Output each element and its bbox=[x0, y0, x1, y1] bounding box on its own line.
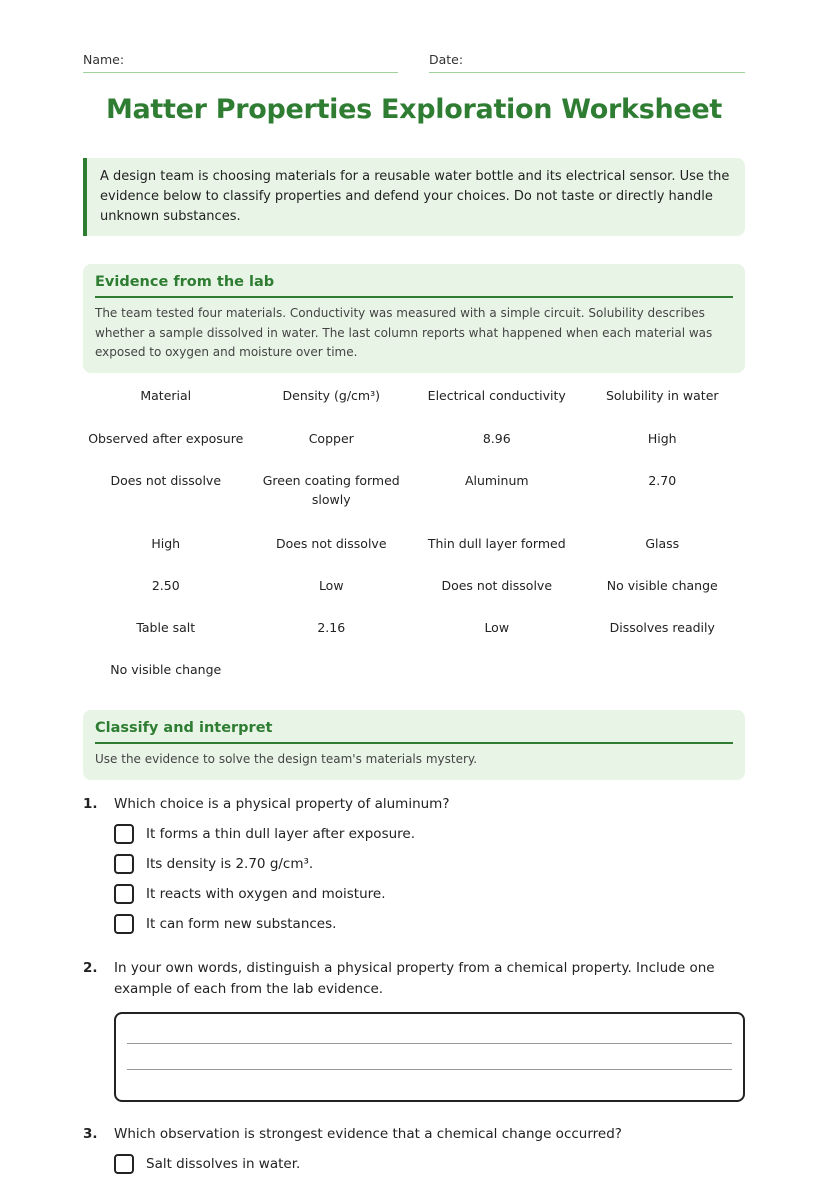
question-number: 3. bbox=[83, 1126, 98, 1142]
checkbox[interactable] bbox=[114, 914, 134, 934]
answer-options bbox=[114, 1154, 745, 1184]
option-label: It can form new substances. bbox=[146, 916, 337, 932]
table-cell bbox=[580, 655, 746, 697]
checkbox[interactable] bbox=[114, 884, 134, 904]
answer-option[interactable] bbox=[114, 1154, 745, 1184]
classify-description: Use the evidence to solve the design team's materials mystery. bbox=[95, 752, 478, 766]
table-header-cell: Density (g/cm³) bbox=[282, 388, 380, 403]
table-cell: High bbox=[151, 536, 181, 551]
table-cell: High bbox=[647, 431, 677, 446]
table-cell: Aluminum bbox=[464, 473, 529, 488]
table-header-cell: Material bbox=[140, 388, 192, 403]
table-header-cell: Solubility in water bbox=[605, 388, 719, 403]
table-cell: No visible change bbox=[110, 662, 222, 677]
evidence-section bbox=[83, 264, 745, 373]
table-cell: Green coating formed slowly bbox=[262, 473, 400, 507]
evidence-table bbox=[83, 381, 745, 697]
table-row bbox=[83, 655, 745, 697]
table-cell: Glass bbox=[645, 536, 680, 551]
classify-section bbox=[83, 710, 745, 780]
writing-line bbox=[127, 1043, 732, 1044]
question-1 bbox=[83, 794, 745, 944]
table-cell: Does not dissolve bbox=[110, 473, 222, 488]
table-cell: No visible change bbox=[606, 578, 718, 593]
name-date-row bbox=[83, 52, 745, 74]
evidence-description: The team tested four materials. Conductivity was measured with a simple circuit. Solubility describes whether a sample dissolved in water. The last column reports what happened when each material was exposed to oxygen and moisture over time. bbox=[95, 306, 713, 359]
answer-options bbox=[114, 824, 745, 944]
question-number: 1. bbox=[83, 796, 98, 812]
table-row bbox=[83, 571, 745, 613]
table-cell: Observed after exposure bbox=[88, 431, 244, 446]
checkbox[interactable] bbox=[114, 854, 134, 874]
table-cell: 8.96 bbox=[482, 431, 511, 446]
table-cell bbox=[414, 655, 580, 697]
table-cell: Low bbox=[318, 578, 344, 593]
intro-callout: A design team is choosing materials for a reusable water bottle and its electrical sensor. Use the evidence below to classify properties and defend your choices. Do not taste or directly handle unknown substances. bbox=[83, 158, 745, 236]
table-cell: Dissolves readily bbox=[609, 620, 715, 635]
table-header-cell: Electrical conductivity bbox=[427, 388, 566, 403]
table-cell: Thin dull layer formed bbox=[427, 536, 566, 551]
writing-line bbox=[127, 1069, 732, 1070]
table-row bbox=[83, 424, 745, 466]
classify-heading: Classify and interpret bbox=[95, 710, 733, 744]
worksheet-title: Matter Properties Exploration Worksheet bbox=[105, 94, 723, 125]
table-cell: Table salt bbox=[136, 620, 196, 635]
table-cell bbox=[249, 655, 415, 697]
table-cell: 2.50 bbox=[151, 578, 180, 593]
table-row bbox=[83, 529, 745, 571]
option-label: It forms a thin dull layer after exposure. bbox=[146, 826, 416, 842]
question-text: Which choice is a physical property of aluminum? bbox=[114, 796, 450, 812]
answer-option[interactable] bbox=[114, 884, 745, 914]
table-header-row bbox=[83, 381, 745, 424]
option-label: Its density is 2.70 g/cm³. bbox=[146, 856, 314, 872]
answer-option[interactable] bbox=[114, 824, 745, 854]
answer-option[interactable] bbox=[114, 854, 745, 884]
date-label: Date: bbox=[429, 52, 464, 67]
table-cell: Copper bbox=[308, 431, 354, 446]
answer-option[interactable] bbox=[114, 914, 745, 944]
option-label: Salt dissolves in water. bbox=[146, 1156, 301, 1172]
table-row bbox=[83, 613, 745, 655]
question-number: 2. bbox=[83, 960, 98, 976]
question-text: In your own words, distinguish a physical property from a chemical property. Include one example of each from the lab evidence. bbox=[114, 960, 715, 997]
table-cell: 2.70 bbox=[648, 473, 677, 488]
table-cell: 2.16 bbox=[317, 620, 346, 635]
name-field[interactable] bbox=[83, 52, 398, 73]
date-field[interactable] bbox=[429, 52, 745, 73]
written-answer-box[interactable] bbox=[114, 1012, 745, 1102]
checkbox[interactable] bbox=[114, 824, 134, 844]
evidence-heading: Evidence from the lab bbox=[95, 264, 733, 298]
option-label: It reacts with oxygen and moisture. bbox=[146, 886, 386, 902]
question-2 bbox=[83, 958, 745, 1102]
checkbox[interactable] bbox=[114, 1154, 134, 1174]
name-label: Name: bbox=[83, 52, 125, 67]
table-row bbox=[83, 466, 745, 529]
table-cell: Does not dissolve bbox=[441, 578, 553, 593]
table-cell: Does not dissolve bbox=[275, 536, 387, 551]
question-text: Which observation is strongest evidence that a chemical change occurred? bbox=[114, 1126, 622, 1142]
table-cell: Low bbox=[484, 620, 510, 635]
question-3 bbox=[83, 1124, 745, 1184]
